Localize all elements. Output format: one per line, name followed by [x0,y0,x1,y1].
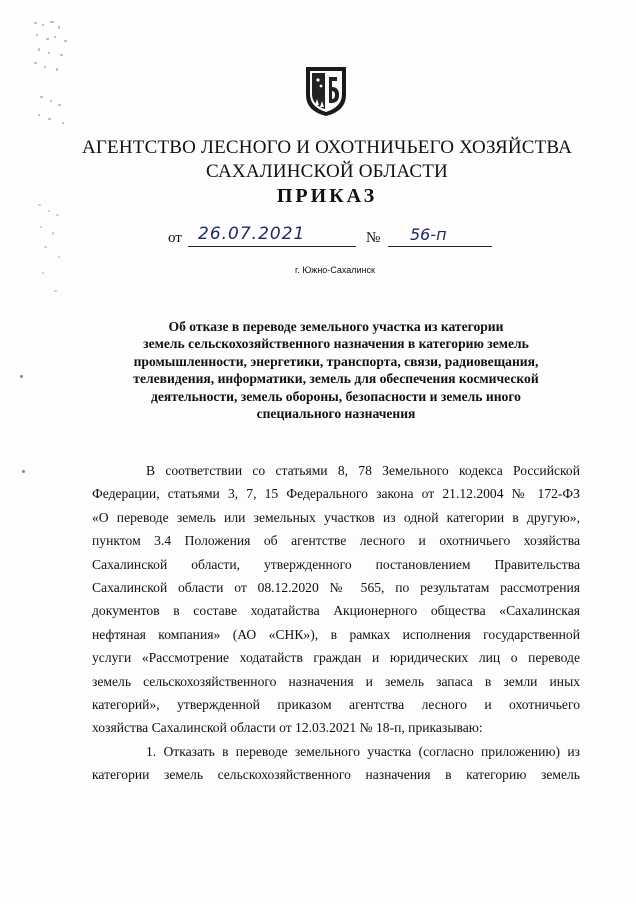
body-line: документов в составе ходатайства Акционерного общества «Сахалинская [92,603,580,619]
subject-line: телевидения, информатики, земель для обеспечения космической [133,371,539,387]
document-type-title: ПРИКАЗ [276,185,378,207]
number-prefix: № [366,230,381,246]
body-line: 1. Отказать в переводе земельного участка (согласно приложению) из [146,743,580,759]
agency-name: АГЕНТСТВО ЛЕСНОГО И ОХОТНИЧЬЕГО ХОЗЯЙСТВА [81,137,573,158]
date-prefix: от [168,230,182,246]
subject-line: специального назначения [256,406,416,422]
subject-line: земель сельскохозяйственного назначения в категорию земель [143,336,529,352]
date-handwritten: 26.07.2021 [198,224,306,244]
scan-noise-mark [32,200,72,310]
body-line: пунктом 3.4 Положения об агентстве лесного и охотничьего хозяйства [92,533,580,549]
date-underline [188,246,356,247]
agency-region: САХАЛИНСКОЙ ОБЛАСТИ [206,161,448,182]
body-line: Федерации, статьями 3, 7, 15 Федерального закона от 21.12.2004 № 172-ФЗ [92,486,580,502]
city: г. Южно-Сахалинск [295,265,375,275]
body-line: услуги «Рассмотрение ходатайств граждан и юридических лиц о переводе [92,650,580,666]
body-line: нефтяная компания» (АО «СНК»), в рамках исполнения государственной [92,626,580,642]
number-underline [388,246,492,247]
subject-line: Об отказе в переводе земельного участка из категории [168,319,504,334]
subject-line: деятельности, земель обороны, безопасности и земель иного [151,388,521,404]
scan-dot [22,470,25,473]
order-body [92,459,580,786]
subject-line: промышленности, энергетики, транспорта, связи, радиовещания, [133,353,539,369]
body-line: хозяйства Сахалинской области от 12.03.2021 № 18-п, приказываю: [92,720,483,736]
scan-noise-mark [28,18,78,138]
body-line: Сахалинской области, утвержденного постановлением Правительства [92,556,580,572]
body-line: «О переводе земель или земельных участков из одной категории в другую», [92,509,580,525]
date-number-row [168,224,498,248]
order-subject [126,318,546,422]
body-line: Сахалинской области от 08.12.2020 № 565, по результатам рассмотрения [92,579,580,595]
scan-dot [20,375,23,378]
body-line: категории земель сельскохозяйственного назначения в категорию земель [92,767,580,783]
body-line: категорий», утвержденной приказом агентства лесного и охотничьего [92,696,580,712]
number-handwritten: 56-п [410,225,447,244]
body-line: В соответствии со статьями 8, 78 Земельного кодекса Российской [146,463,580,478]
sakhalin-coat-of-arms-icon [303,65,349,117]
body-line: земель сельскохозяйственного назначения и земель запаса в земли иных [92,673,580,689]
